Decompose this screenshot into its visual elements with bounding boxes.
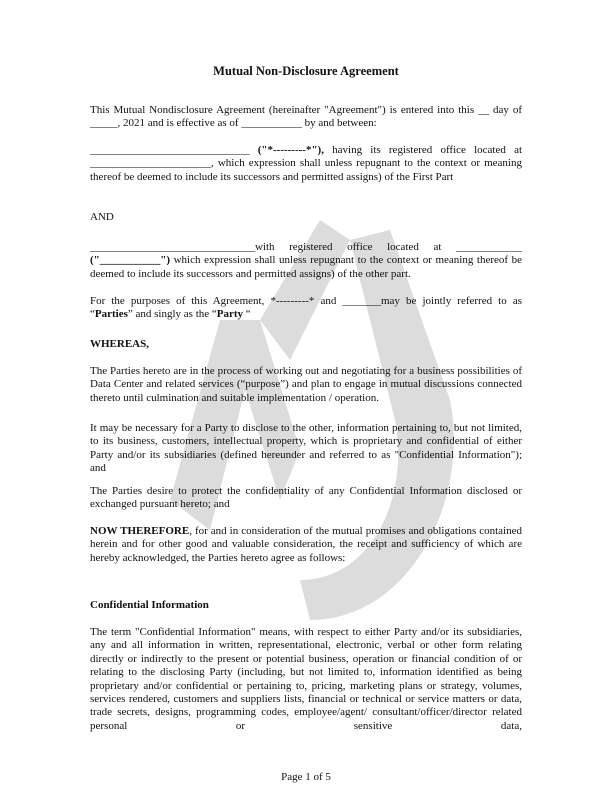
whereas-paragraph-2: It may be necessary for a Party to disclose to the other, information pertaining to, but not limited, to its business, customers, intellectual property, which is proprietary and confidential of either Party and/or its subsidiaries (defined hereunder and referred to as "Confidential Information"); and bbox=[90, 422, 522, 475]
confidential-info-paragraph: The term "Confidential Information" means, with respect to either Party and/or its subsidiaries, any and all information in written, representational, electronic, verbal or other form relating directly or indirectly to the present or potential business, operation or financial condition of or relating to the disclosing Party (including, but not limited to, information identified as being proprietary and/or confidential or pertaining to, pricing, marketing plans or strategy, volumes, services rendered, customers and suppliers lists, financial or technical or service matters or data, trade secrets, designs, programming codes, employee/agent/ consultant/officer/director related personal or sensitive data, bbox=[90, 626, 522, 732]
whereas-paragraph-1: The Parties hereto are in the process of working out and negotiating for a business possibilities of Data Center and related services (“purpose”) and plan to engage in mutual discussions connected thereto until culmination and suitable implementation / operation. bbox=[90, 365, 522, 404]
party2-alias: ("___________") bbox=[90, 254, 171, 267]
party-term: Party bbox=[216, 308, 244, 321]
now-therefore-paragraph bbox=[90, 525, 522, 565]
party1-blank: _____________________________ bbox=[90, 144, 250, 156]
second-party-paragraph bbox=[90, 241, 522, 281]
purposes-text: For the purposes of this Agreement, *---------* and _______may be jointly referred to as “ bbox=[90, 295, 522, 321]
party1-alias: ("*---------*"), bbox=[257, 144, 324, 156]
first-party-paragraph bbox=[90, 144, 522, 184]
purposes-text-3: “ bbox=[243, 308, 251, 321]
section-heading: Confidential Information bbox=[90, 599, 209, 611]
page-number: Page 1 of 5 bbox=[281, 771, 331, 783]
now-therefore-label: NOW THEREFORE bbox=[90, 525, 190, 537]
parties-term: Parties bbox=[94, 308, 128, 321]
whereas-heading: WHEREAS, bbox=[90, 338, 149, 350]
now-therefore-text: , for and in consideration of the mutual promises and obligations contained herein and for other good and valuable consideration, the receipt and sufficiency of which are hereby acknowledged, the Parties hereto agree as follows: bbox=[90, 525, 522, 564]
party2-text-start: ______________________________with registered office located at ____________ bbox=[90, 241, 522, 253]
party1-text: having its registered office located at ______________________, which expression shall unless repugnant to the context or meaning thereof be deemed to include its successors and permitted assigns) of the First Part bbox=[90, 144, 523, 183]
and-label: AND bbox=[90, 211, 114, 223]
purposes-text-2: ” and singly as the “ bbox=[127, 308, 217, 321]
party2-text: which expression shall unless repugnant to the context or meaning thereof be deemed to include its successors and permitted assigns) of the other part. bbox=[90, 254, 522, 280]
whereas-paragraph-3: The Parties desire to protect the confidentiality of any Confidential Information disclosed or exchanged pursuant hereto; and bbox=[90, 485, 522, 511]
purposes-paragraph bbox=[90, 295, 522, 322]
intro-paragraph: This Mutual Nondisclosure Agreement (hereinafter "Agreement") is entered into this __ day of _____, 2021 and is effective as of ___________ by and between: bbox=[90, 104, 522, 130]
document-title: Mutual Non-Disclosure Agreement bbox=[213, 64, 399, 78]
